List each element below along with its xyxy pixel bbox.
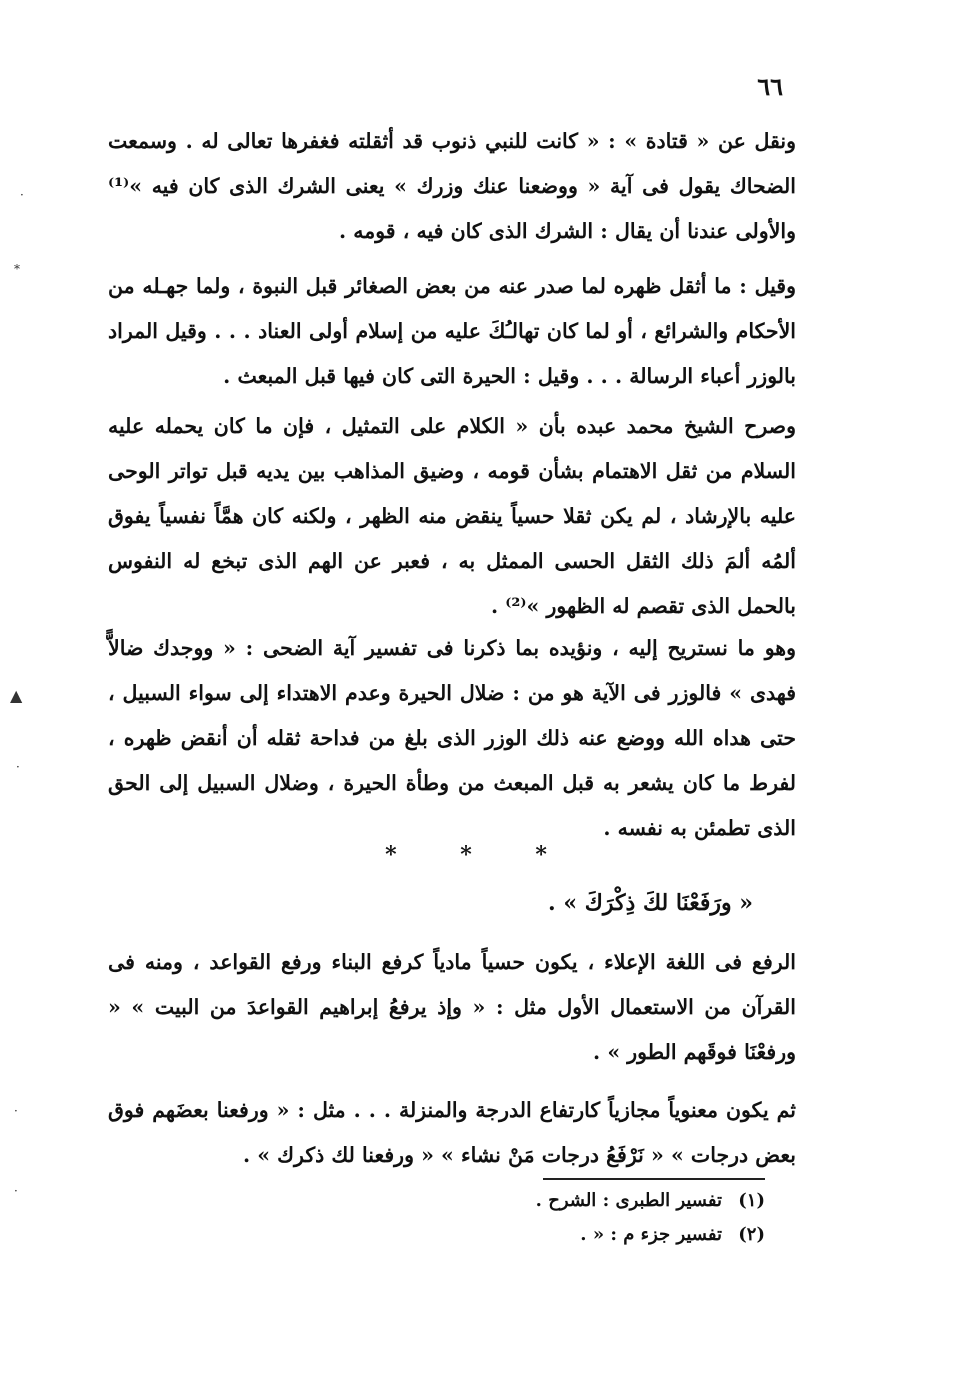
footnote-text: تفسير الطبرى : الشرح . (535, 1190, 722, 1211)
scan-speck: · (14, 1104, 18, 1118)
footnote-item (465, 1218, 765, 1252)
footnote-text: تفسير جزء م : « . (580, 1224, 722, 1245)
footnote-mark: (١) (738, 1190, 765, 1211)
paragraph-raf: الرفع فى اللغة الإعلاء ، يكون حسياً مادياً كرفع البناء ورفع القواعد ، ومنه فى القرآن من الاستعمال الأول مثل : « وإذ يرفعُ إبراهيم القواعدَ من البيت » « ورفعْنَا فوقَهم الطور » . (108, 950, 796, 1064)
paragraph-qatada: ونقل عن « قتادة » : « كانت للنبي ذنوب قد أثقلته فغفرها تعالى له . وسمعت الضحاك يقول فى آية « ووضعنا عنك وزرك » يعنى الشرك الذى كان فيه »⁽¹⁾ والأولى عندنا أن يقال : الشرك الذى كان فيه ، قومه . (108, 129, 796, 243)
scan-speck: ▲ (10, 686, 23, 705)
scan-speck: * (14, 262, 20, 276)
verse-heading: « ورَفَعْنَا لكَ ذِكْرَكَ » . (548, 890, 753, 916)
footnote-divider (543, 1178, 765, 1180)
scan-speck: · (16, 760, 20, 774)
page-number: ٦٦ (757, 72, 783, 101)
footnote-mark: (٢) (738, 1224, 765, 1245)
paragraph-qila: وقيل : ما أثقل ظهره لما صدر عنه من بعض الصغائر قبل النبوة ، ولما جهـله من الأحكام والشرائع ، أو لما كان تهالـُكَ عليه من إسلام أولى العناد . . . وقيل المراد بالوزر أعباء الرسالة . . . وقيل : الحيرة التى كان فيها قبل المبعث . (108, 274, 796, 388)
footnote-item (465, 1184, 765, 1218)
scan-speck: · (14, 1184, 18, 1198)
scan-speck: · (20, 188, 24, 202)
paragraph-nastarih: وهو ما نستريح إليه ، ونؤيده بما ذكرنا فى تفسير آية الضحى : « ووجدك ضالاًّ فهدى » فالوزر فى الآية هو من : ضلال الحيرة وعدم الاهتداء إلى سواء السبيل ، حتى هداه الله ووضع عنه ذلك الوزر الذى بلغ من فداحة ثقله أن أنقض ظهره ، لفرط ما كان يشعر به قبل المبعث من وطأة الحيرة ، وضلال السبيل إلى الحق الذى تطمئن به نفسه . (108, 636, 796, 840)
paragraph-manawi: ثم يكون معنوياً مجازياً كارتفاع الدرجة والمنزلة . . . مثل : « ورفعنا بعضَهم فوق بعض درجات » « نَرْفَعُ درجات مَنْ نشاء » « ورفعنا لك ذكرك » . (108, 1098, 796, 1167)
paragraph-abduh: وصرح الشيخ محمد عبده بأن « الكلام على التمثيل ، فإن ما كان يحمله عليه السلام من ثقل الاهتمام بشأن قومه ، وضيق المذاهب بين يديه قبل تواتر الوحى عليه بالإرشاد ، لم يكن ثقلا حسياً ينقض منه الظهر ، ولكنه كان همَّاً نفسياً يفوق ألمُه ألمَ ذلك الثقل الحسى الممثل به ، فعبر عن الهم الذى تبخع له النفوس بالحمل الذى تقصم له الظهور »⁽²⁾ . (108, 414, 796, 618)
section-separator: * * * (385, 842, 575, 868)
footnotes-list (465, 1184, 765, 1252)
